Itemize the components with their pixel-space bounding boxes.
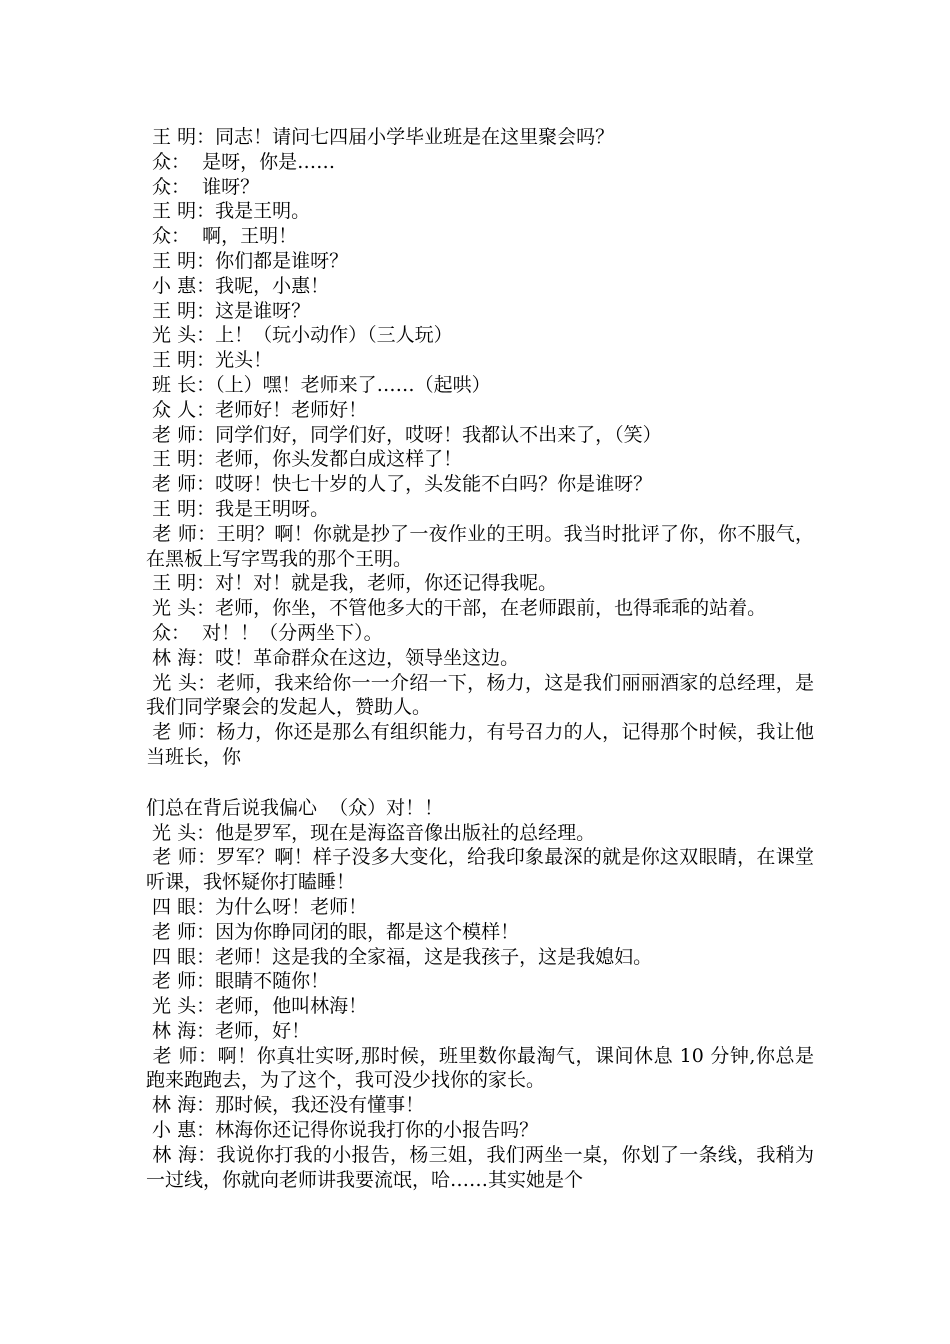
dialogue-line: 四 眼：老师！这是我的全家福，这是我孩子，这是我媳妇。	[146, 945, 653, 968]
dialogue-line: 光 头：他是罗军，现在是海盗音像出版社的总经理。	[146, 821, 596, 844]
dialogue-line: 老 师：罗军？啊！样子没多大变化，给我印象最深的就是你这双眼睛，在课堂听课，我怀疑你打瞌睡！	[146, 846, 814, 894]
dialogue-line: 老 师：眼睛不随你！	[146, 970, 330, 993]
dialogue-line: 王 明：你们都是谁呀？	[146, 249, 349, 272]
dialogue-line: 林 海：哎！革命群众在这边，领导坐这边。	[146, 646, 520, 669]
dialogue-line: 王 明：光头！	[146, 349, 273, 372]
dialogue-line: 们总在背后说我偏心 （众）对！！	[146, 796, 444, 819]
dialogue-line: 王 明：这是谁呀？	[146, 299, 311, 322]
dialogue-line: 老 师：啊！你真壮实呀,那时候，班里数你最淘气，课间休息 10 分钟,你总是跑来跑跑去，为了这个，我可没少找你的家长。	[146, 1044, 814, 1092]
dialogue-line: 光 头：老师，他叫林海！	[146, 995, 368, 1018]
dialogue-line: 林 海：我说你打我的小报告，杨三姐，我们两坐一桌，你划了一条线，我稍为一过线，你就向老师讲我要流氓，哈……其实她是个	[146, 1143, 814, 1191]
dialogue-line: 光 头：老师，你坐，不管他多大的干部，在老师跟前，也得乖乖的站着。	[146, 597, 767, 620]
dialogue-line: 四 眼：为什么呀！老师！	[146, 895, 368, 918]
dialogue-line: 班 长：（上）嘿！老师来了……（起哄）	[146, 373, 491, 396]
dialogue-line: 老 师：王明？啊！你就是抄了一夜作业的王明。我当时批评了你，你不服气，在黑板上写字骂我的那个王明。	[146, 522, 814, 570]
dialogue-line: 王 明：我是王明呀。	[146, 497, 330, 520]
script-page	[146, 125, 814, 1192]
dialogue-line: 光 头：上！（玩小动作）（三人玩）	[146, 324, 453, 347]
dialogue-line: 小 惠：我呢，小惠！	[146, 274, 330, 297]
dialogue-line: 林 海：老师，好！	[146, 1019, 311, 1042]
dialogue-line: 众： 是呀，你是……	[146, 150, 336, 173]
dialogue-line: 众： 谁呀？	[146, 175, 260, 198]
dialogue-line: 王 明：对！对！就是我，老师，你还记得我呢。	[146, 572, 558, 595]
dialogue-line: 小 惠：林海你还记得你说我打你的小报告吗？	[146, 1119, 539, 1142]
dialogue-line: 老 师：哎呀！快七十岁的人了，头发能不白吗？你是谁呀？	[146, 473, 653, 496]
dialogue-line: 光 头：老师，我来给你一一介绍一下，杨力，这是我们丽丽酒家的总经理，是我们同学聚会的发起人，赞助人。	[146, 671, 814, 719]
dialogue-line: 众： 啊，王明！	[146, 225, 298, 248]
dialogue-line: 林 海：那时候，我还没有懂事！	[146, 1094, 425, 1117]
dialogue-line: 王 明：我是王明。	[146, 200, 311, 223]
dialogue-line: 老 师：同学们好，同学们好，哎呀！我都认不出来了，（笑）	[146, 423, 662, 446]
dialogue-line: 王 明：同志！请问七四届小学毕业班是在这里聚会吗？	[146, 126, 615, 148]
dialogue-line: 众 人：老师好！老师好！	[146, 398, 368, 421]
dialogue-line: 众： 对！！（分两坐下）。	[146, 621, 383, 644]
dialogue-line: 老 师：因为你睁同闭的眼，都是这个模样！	[146, 920, 520, 943]
dialogue-line: 老 师：杨力，你还是那么有组织能力，有号召力的人，记得那个时候，我让他当班长，你	[146, 721, 814, 768]
dialogue-line: 王 明：老师，你头发都白成这样了！	[146, 448, 463, 471]
paragraph-gap	[146, 770, 814, 796]
